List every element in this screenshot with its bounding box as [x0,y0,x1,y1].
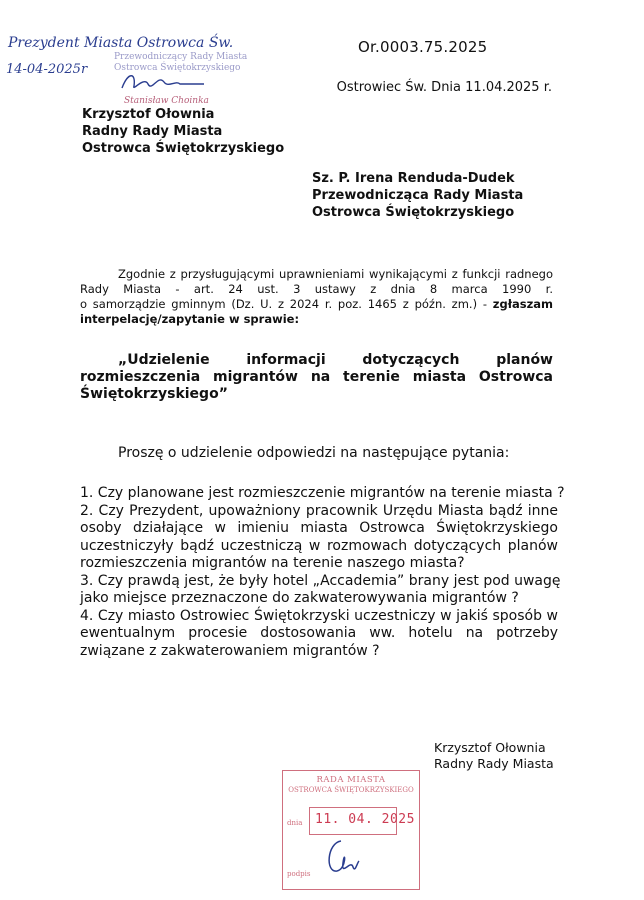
closing-name: Krzysztof Ołownia [434,740,546,755]
closing-role: Radny Rady Miasta [434,756,554,771]
intro-bold-tail: zgłaszam [492,297,554,311]
question-line: osoby działające w imieniu miasta Ostrowca Świętokrzyskiego [80,520,558,536]
subject-line: „Udzielenie informacji dotyczących planów [118,352,553,368]
closing-block [434,740,554,772]
recipient-block [312,170,523,221]
stamp-title: RADA MIASTA [316,775,386,785]
recipient-city: Ostrowca Świętokrzyskiego [312,205,515,220]
question-line: związane z zakwaterowaniem migrantów ? [80,642,380,659]
intro-bold-line: interpelację/zapytanie w sprawie: [80,312,300,326]
intro-line: Rady Miasta - art. 24 ust. 3 ustawy z dnia 8 marca 1990 r. [80,282,553,296]
sender-city: Ostrowca Świętokrzyskiego [82,141,285,156]
question-line: 2. Czy Prezydent, upoważniony pracownik Urzędu Miasta bądź inne [80,502,558,519]
handwritten-addressee-note: Prezydent Miasta Ostrowca Św. [8,35,234,51]
question-line: ewentualnym procesie dostosowania ww. hotelu na potrzeby [80,625,558,641]
subject-line: Świętokrzyskiego” [80,386,228,402]
request-text: Proszę o udzielenie odpowiedzi na następujące pytania: [118,445,510,461]
handwritten-date-note: 14-04-2025r [6,62,88,77]
stamp-signature-mark [321,833,361,879]
question-line: uczestniczyły bądź uczestniczą w rozmowach dotyczących planów [80,537,558,554]
sender-block [82,106,284,157]
sender-role: Radny Rady Miasta [82,124,223,139]
stamp-subtitle: OSTROWCA ŚWIĘTOKRZYSKIEGO [288,786,414,794]
subject-line: rozmieszczenia migrantów na terenie miasta Ostrowca [80,369,553,385]
receiver-stamp-line1: Przewodniczący Rady Miasta [114,52,248,62]
question-line: 3. Czy prawdą jest, że były hotel „Accademia” brany jest pod uwagę [80,572,561,589]
recipient-role: Przewodnicząca Rady Miasta [312,188,524,203]
question-line: 4. Czy miasto Ostrowiec Świętokrzyski uczestniczy w jakiś sposób w [80,607,558,624]
stamp-date: 11. 04. 2025 [315,812,415,827]
reference-number: Or.0003.75.2025 [358,38,488,56]
receiver-signer-name: Stanisław Choinka [124,96,209,106]
recipient-name: Sz. P. Irena Renduda-Dudek [312,171,515,186]
place-date: Ostrowiec Św. Dnia 11.04.2025 r. [336,80,552,95]
sender-name: Krzysztof Ołownia [82,107,215,122]
questions-list [80,485,565,660]
stamp-date-label: dnia [287,819,303,827]
council-receipt-stamp [282,770,420,890]
handwritten-signature-mark [118,70,208,94]
intro-line [80,297,553,312]
intro-paragraph [80,267,553,327]
subject-block [80,352,553,403]
stamp-signature-label: podpis [287,870,311,878]
intro-line: Zgodnie z przysługującymi uprawnieniami wynikającymi z funkcji radnego [118,267,553,281]
question-line: 1. Czy planowane jest rozmieszczenie migrantów na terenie miasta ? [80,485,565,501]
receiver-stamp-line2: Ostrowca Świętokrzyskiego [114,63,241,73]
question-line: rozmieszczenia migrantów na terenie naszego miasta? [80,555,465,571]
question-line: jako miejsce przeznaczone do zakwaterowywania migrantów ? [80,590,519,606]
intro-line-text: o samorządzie gminnym (Dz. U. z 2024 r. poz. 1465 z późn. zm.) - [80,297,487,311]
